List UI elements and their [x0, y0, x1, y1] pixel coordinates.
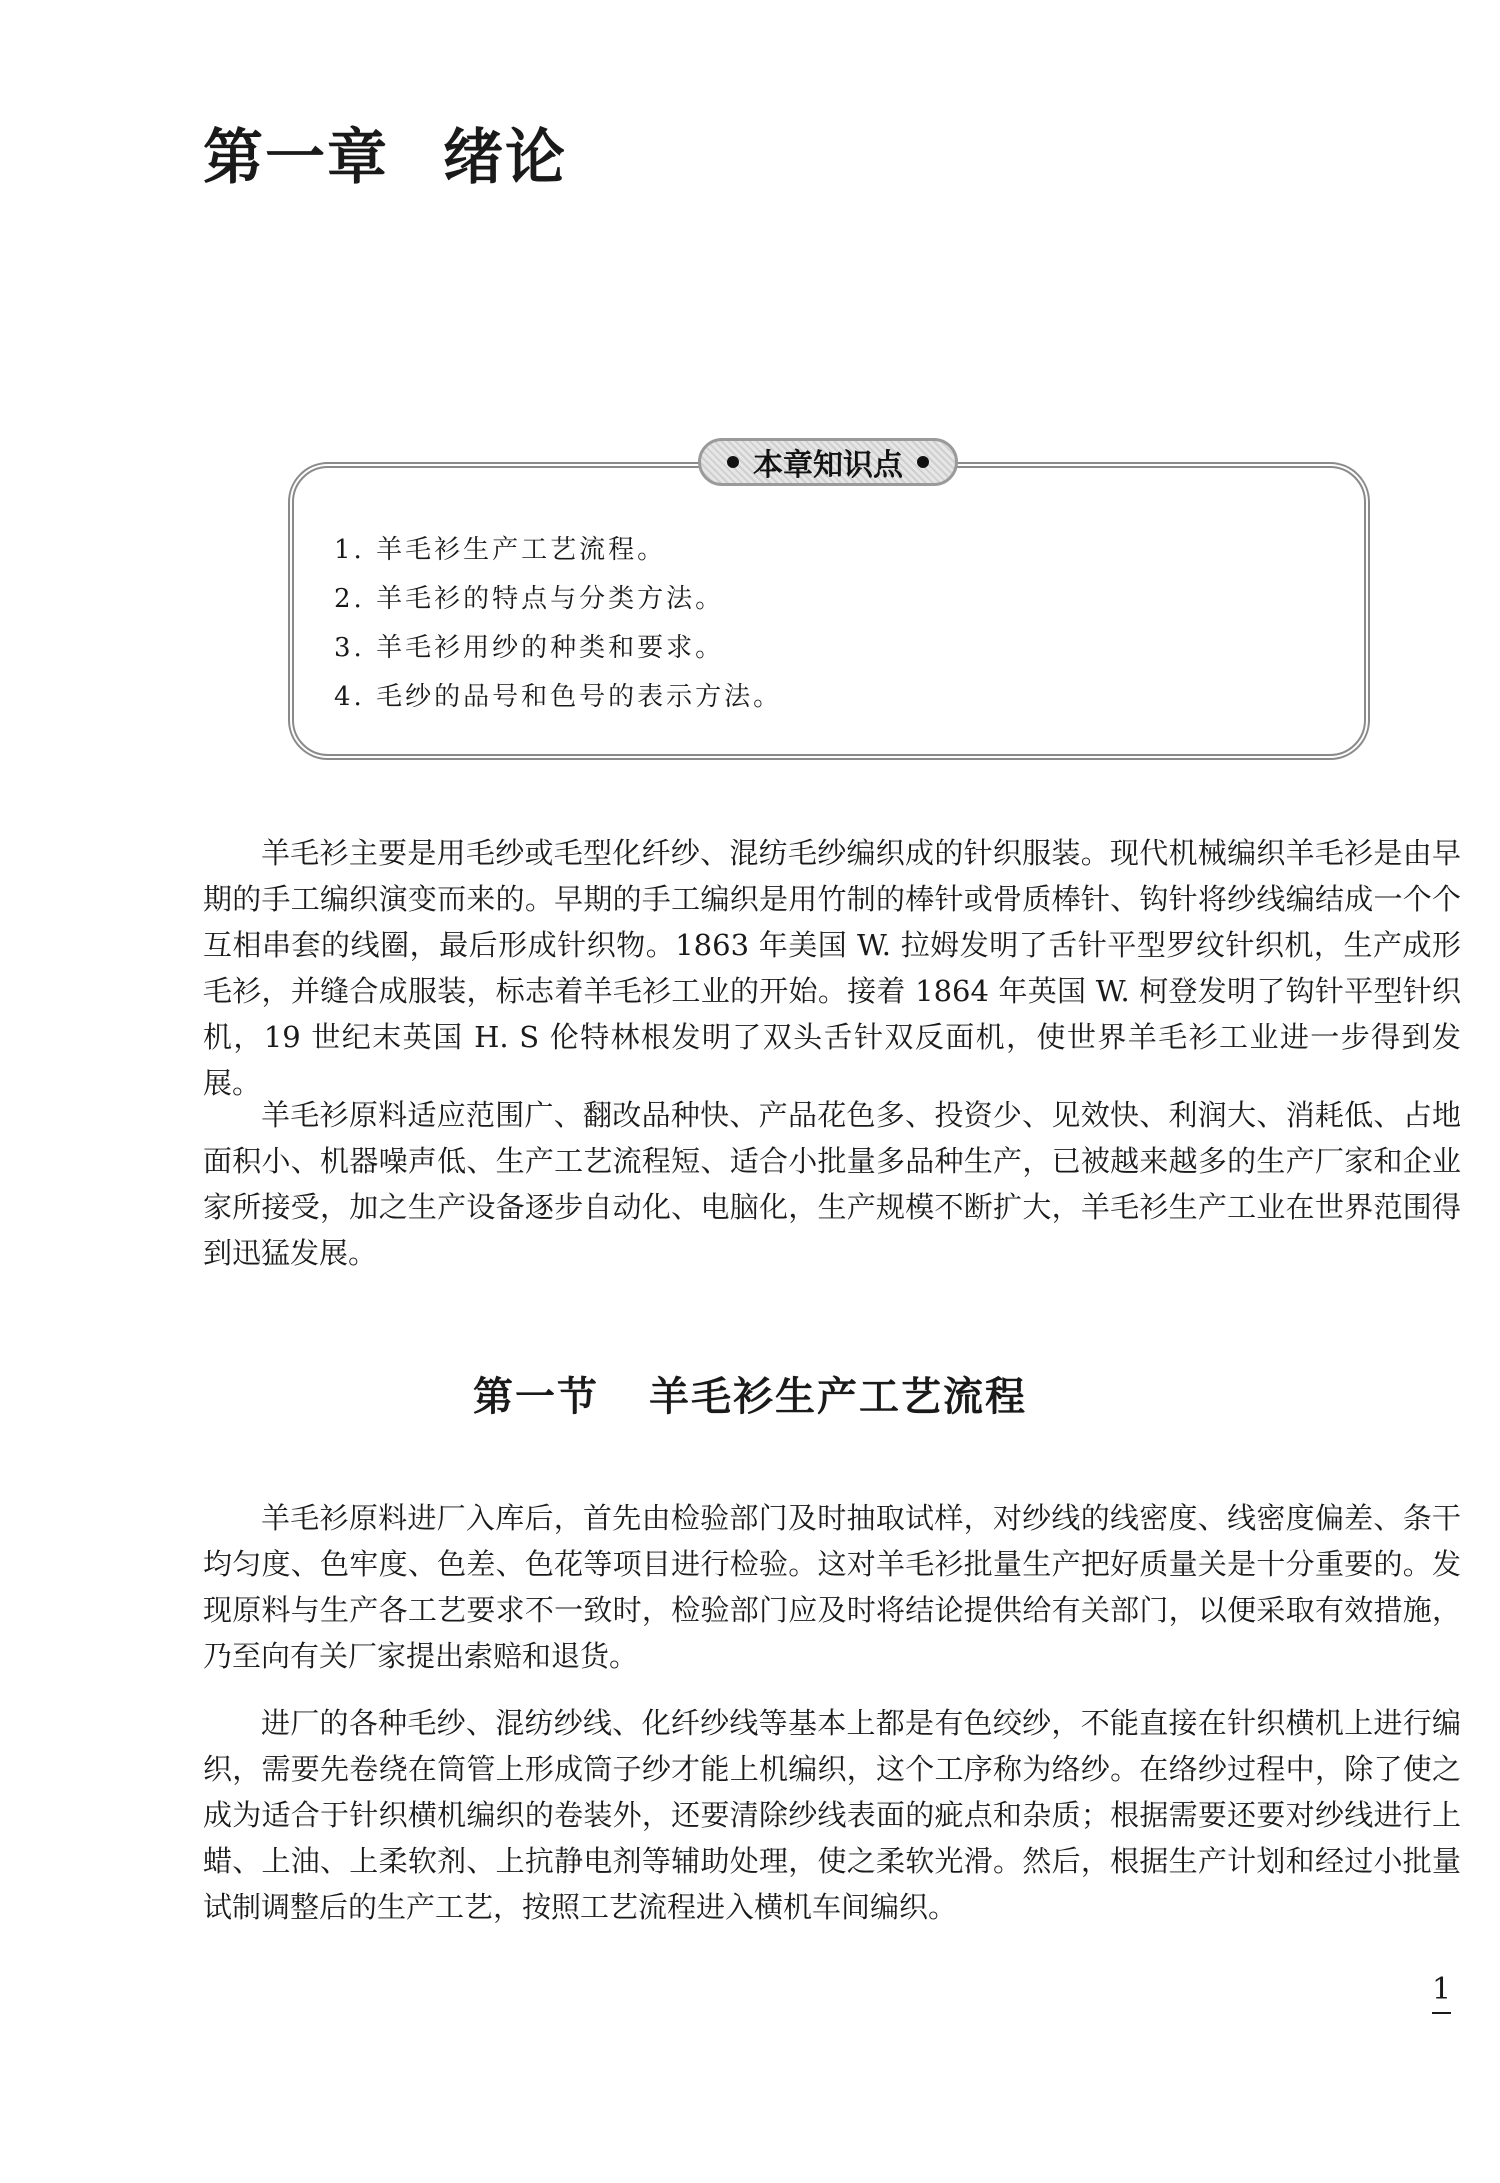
bullet-dot-icon [727, 456, 739, 468]
bullet-dot-icon [917, 456, 929, 468]
chapter-title [203, 118, 567, 198]
knowledge-point-item: 1. 羊毛衫生产工艺流程。 [334, 535, 667, 565]
intro-paragraph: 羊毛衫原料适应范围广、翻改品种快、产品花色多、投资少、见效快、利润大、消耗低、占地面积小、机器噪声低、生产工艺流程短、适合小批量多品种生产，已被越来越多的生产厂家和企业家所接受，加之生产设备逐步自动化、电脑化，生产规模不断扩大，羊毛衫生产工业在世界范围得到迅猛发展。 [203, 1098, 1461, 1270]
section-name: 羊毛衫生产工艺流程 [649, 1374, 1027, 1420]
intro-paragraph: 羊毛衫主要是用毛纱或毛型化纤纱、混纺毛纱编织成的针织服装。现代机械编织羊毛衫是由早期的手工编织演变而来的。早期的手工编织是用竹制的棒针或骨质棒针、钩针将纱线编结成一个个互相串套的线圈，最后形成针织物。1863 年美国 W. 拉姆发明了舌针平型罗纹针织机，生产成形毛衫，并缝合成服装，标志着羊毛衫工业的开始。接着 1864 年英国 W. 柯登发明了钩针平型针织机，19 世纪末英国 H. S 伦特林根发明了双头舌针双反面机，使世界羊毛衫工业进一步得到发展。 [203, 836, 1461, 1100]
chapter-name: 绪论 [443, 123, 567, 193]
section-paragraph: 羊毛衫原料进厂入库后，首先由检验部门及时抽取试样，对纱线的线密度、线密度偏差、条干均匀度、色牢度、色差、色花等项目进行检验。这对羊毛衫批量生产把好质量关是十分重要的。发现原料与生产各工艺要求不一致时，检验部门应及时将结论提供给有关部门，以便采取有效措施，乃至向有关厂家提出索赔和退货。 [203, 1501, 1461, 1673]
section-paragraph: 进厂的各种毛纱、混纺纱线、化纤纱线等基本上都是有色绞纱，不能直接在针织横机上进行编织，需要先卷绕在筒管上形成筒子纱才能上机编织，这个工序称为络纱。在络纱过程中，除了使之成为适合于针织横机编织的卷装外，还要清除纱线表面的疵点和杂质；根据需要还要对纱线进行上蜡、上油、上柔软剂、上抗静电剂等辅助处理，使之柔软光滑。然后，根据生产计划和经过小批量试制调整后的生产工艺，按照工艺流程进入横机车间编织。 [203, 1706, 1461, 1924]
section-number: 第一节 [473, 1374, 599, 1420]
chapter-number: 第一章 [203, 123, 389, 193]
knowledge-points-badge [698, 438, 958, 486]
knowledge-point-item: 3. 羊毛衫用纱的种类和要求。 [334, 633, 725, 663]
page-number: 1 [1432, 1970, 1451, 2014]
knowledge-points-label: 本章知识点 [753, 448, 903, 483]
knowledge-points-list [334, 526, 782, 722]
knowledge-point-item: 2. 羊毛衫的特点与分类方法。 [334, 584, 725, 614]
knowledge-point-item: 4. 毛纱的品号和色号的表示方法。 [334, 682, 783, 712]
section-title [0, 1367, 1500, 1427]
